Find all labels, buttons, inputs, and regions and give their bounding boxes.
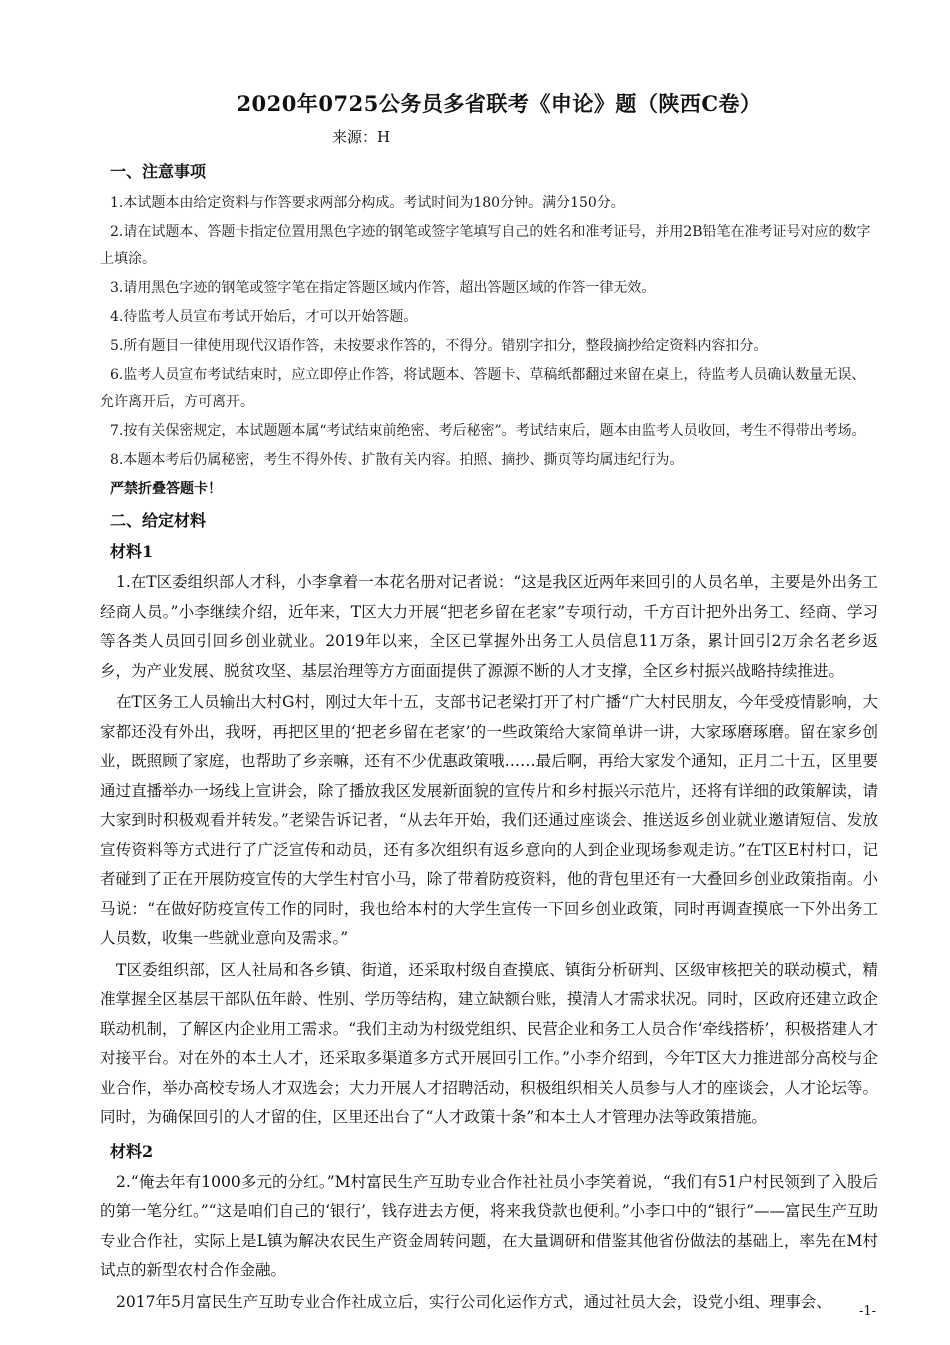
material-2 — [100, 1139, 878, 1318]
warning-text: 严禁折叠答题卡！ — [110, 481, 222, 497]
note-item: 8.本题本考后仍属秘密，考生不得外传、扩散有关内容。拍照、摘抄、撕页等均属违纪行为。 — [110, 452, 684, 468]
note-item: 3.请用黑色字迹的钢笔或签字笔在指定答题区域内作答，超出答题区域的作答一律无效。 — [110, 280, 656, 296]
note-item: 5.所有题目一律使用现代汉语作答，未按要求作答的，不得分。错别字扣分，整段摘抄给定资料内容扣分。 — [110, 338, 768, 354]
material-heading: 材料2 — [110, 1141, 154, 1161]
source-line: 来源：H — [332, 128, 391, 146]
paragraph: 1.在T区委组织部人才科，小李拿着一本花名册对记者说：“这是我区近两年来回引的人员名单，主要是外出务工经商人员。”小李继续介绍，近年来，T区大力开展“把老乡留在老家”专项行动，千方百计把外出务工、经商、学习等各类人员回引回乡创业就业。2019年以来，全区已掌握外出务工人员信息11万条，累计回引2万余名老乡返乡，为产业发展、脱贫攻坚、基层治理等方方面面提供了源源不断的人才支撑，全区乡村振兴战略持续推进。 — [100, 573, 878, 680]
section-heading-materials: 二、给定材料 — [110, 511, 207, 530]
paragraph: T区委组织部，区人社局和各乡镇、街道，还采取村级自查摸底、镇街分析研判、区级审核把关的联动模式，精准掌握全区基层干部队伍年龄、性别、学历等结构，建立缺额台账，摸清人才需求状况。同时，区政府还建立政企联动机制，了解区内企业用工需求。“我们主动为村级党组织、民营企业和务工人员合作‘牵线搭桥’，积极搭建人才对接平台。对在外的本土人才，还采取多渠道多方式开展回引工作。”小李介绍到，今年T区大力推进部分高校与企业合作，举办高校专场人才双选会；大力开展人才招聘活动，积极组织相关人员参与人才的座谈会，人才论坛等。同时，为确保回引的人才留的住，区里还出台了“人才政策十条”和本土人才管理办法等政策措施。 — [100, 960, 878, 1126]
note-item: 4.待监考人员宣布考试开始后，才可以开始答题。 — [110, 309, 418, 325]
section-heading-notes: 一、注意事项 — [110, 162, 207, 181]
paragraph: 2.“俺去年有1000多元的分红。”M村富民生产互助专业合作社社员小李笑着说，“我们有51户村民领到了入股后的第一笔分红。”“这是咱们自己的‘银行’，钱存进去方便，将来我贷款也便利。”小李口中的“银行”——富民生产互助专业合作社，实际上是L镇为解决农民生产资金周转问题，在大量调研和借鉴其他省份做法的基础上，率先在M村试点的新型农村合作金融。 — [100, 1172, 878, 1279]
page-title: 2020年0725公务员多省联考《申论》题（陕西C卷） — [236, 91, 762, 116]
material-1 — [100, 539, 878, 1133]
note-item: 6.监考人员宣布考试结束时，应立即停止作答，将试题本、答题卡、草稿纸都翻过来留在桌上，待监考人员确认数量无误、允许离开后，方可离开。 — [100, 367, 866, 410]
note-item: 1.本试题本由给定资料与作答要求两部分构成。考试时间为180分钟。满分150分。 — [110, 195, 625, 211]
page-number: -1- — [858, 1304, 876, 1319]
paragraph: 2017年5月富民生产互助专业合作社成立后，实行公司化运作方式，通过社员大会，设党小组、理事会、 — [116, 1292, 832, 1311]
note-item: 2.请在试题本、答题卡指定位置用黑色字迹的钢笔或签字笔填写自己的姓名和准考证号，并用2B铅笔在准考证号对应的数字上填涂。 — [100, 224, 871, 267]
note-item: 7.按有关保密规定，本试题题本属“考试结束前绝密、考后秘密”。考试结束后，题本由监考人员收回，考生不得带出考场。 — [110, 423, 866, 439]
paragraph: 在T区务工人员输出大村G村，刚过大年十五，支部书记老梁打开了村广播“广大村民朋友，今年受疫情影响，大家都还没有外出，我呀，再把区里的‘把老乡留在老家’的一些政策给大家简单讲一讲，大家琢磨琢磨。留在家乡创业，既照顾了家庭，也帮助了乡亲嘛，还有不少优惠政策哦……最后啊，再给大家发个通知，正月二十五，区里要通过直播举办一场线上宣讲会，除了播放我区发展新面貌的宣传片和乡村振兴示范片，还将有详细的政策解读，请大家到时积极观看并转发。”老梁告诉记者，“从去年开始，我们还通过座谈会、推送返乡创业就业邀请短信、发放宣传资料等方式进行了广泛宣传和动员，还有多次组织有返乡意向的人到企业现场参观走访。”在T区E村村口，记者碰到了正在开展防疫宣传的大学生村官小马，除了带着防疫资料，他的背包里还有一大叠回乡创业政策指南。小马说：“在做好防疫宣传工作的同时，我也给本村的大学生宣传一下回乡创业政策，同时再调查摸底一下外出务工人员数，收集一些就业意向及需求。” — [100, 693, 878, 947]
notes-list — [100, 190, 878, 474]
material-heading: 材料1 — [110, 542, 154, 561]
